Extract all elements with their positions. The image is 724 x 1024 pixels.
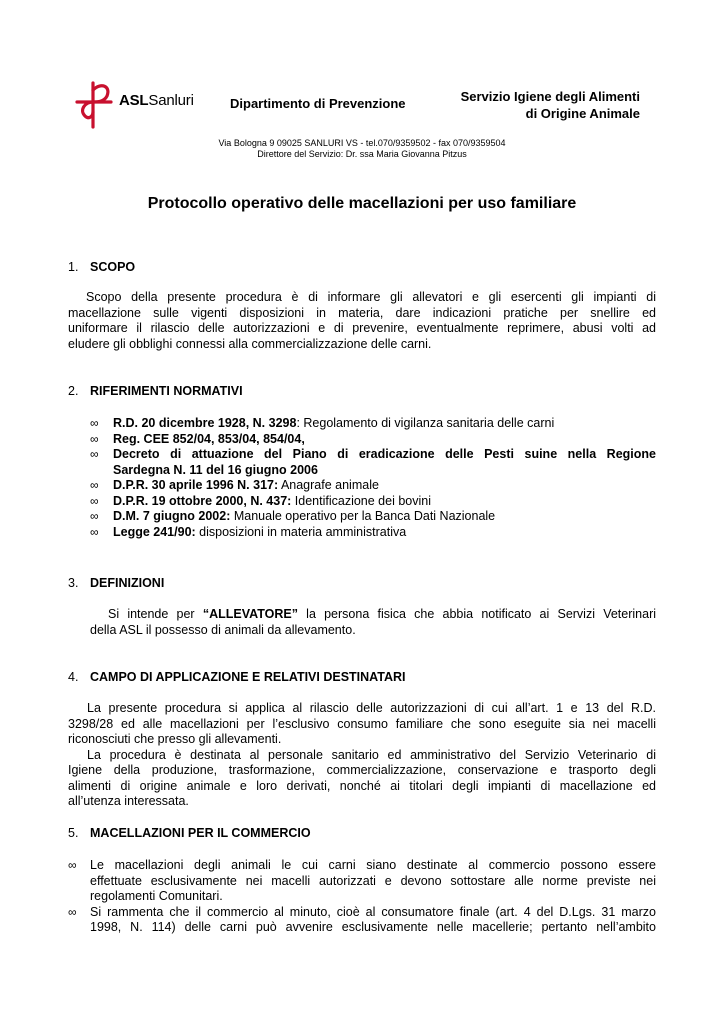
list-item: ∞ R.D. 20 dicembre 1928, N. 3298: Regolamento di vigilanza sanitaria delle carni xyxy=(90,416,555,430)
list-item: ∞ D.M. 7 giugno 2002: Manuale operativo per la Banca Dati Nazionale xyxy=(90,509,496,523)
references-list xyxy=(90,416,656,540)
section-body-scopo xyxy=(68,290,656,352)
commerce-list xyxy=(68,858,656,936)
bullet-infinity-icon: ∞ xyxy=(90,478,99,492)
text-line: della ASL il possesso di animali da allevamento. xyxy=(90,622,356,637)
list-item: ∞ Decreto di attuazione del Piano di eradicazione delle Pesti suine nella Regione Sardegna N. 11 del 16 giugno 2006 xyxy=(90,447,656,477)
text-line: alimenti di origine animale e loro derivati, nonché ai titolari degli impianti di macellazione ed xyxy=(68,778,656,793)
section-number: 4. xyxy=(68,670,79,684)
service-name-line2: di Origine Animale xyxy=(525,106,640,121)
section-heading-macellazioni xyxy=(68,826,311,840)
bullet-infinity-icon: ∞ xyxy=(90,431,99,446)
section-title: SCOPO xyxy=(90,260,136,274)
list-item: ∞ Le macellazioni degli animali le cui carni siano destinate al commercio possono essere effettuate esclusivamente nei macelli autorizzati e devono sottostare alle norme previste nei regolamenti Comunitari. xyxy=(68,858,656,903)
section-number: 5. xyxy=(68,826,79,840)
list-item: ∞ Reg. CEE 852/04, 853/04, 854/04, xyxy=(90,431,305,446)
bullet-infinity-icon: ∞ xyxy=(90,524,99,539)
bullet-infinity-icon: ∞ xyxy=(90,447,99,461)
list-item: ∞ Legge 241/90: disposizioni in materia amministrativa xyxy=(90,524,407,539)
document-title: Protocollo operativo delle macellazioni per uso familiare xyxy=(147,195,577,212)
section-title: DEFINIZIONI xyxy=(90,576,165,590)
text-line: uniformare il rilascio delle autorizzazioni e di prevenire, eventualmente reprimere, abusi volti ad xyxy=(68,321,656,335)
section-title: CAMPO DI APPLICAZIONE E RELATIVI DESTINATARI xyxy=(90,670,406,684)
text-line: Igiene della produzione, trasformazione, commercializzazione, conservazione e trasporto degli xyxy=(68,763,656,777)
section-heading-campo xyxy=(68,670,406,684)
bullet-infinity-icon: ∞ xyxy=(90,493,99,508)
section-title: RIFERIMENTI NORMATIVI xyxy=(90,384,243,398)
text-line: all’utenza interessata. xyxy=(68,794,189,808)
service-name xyxy=(430,88,640,122)
department-name: Dipartimento di Prevenzione xyxy=(230,96,406,111)
list-item: ∞ D.P.R. 19 ottobre 2000, N. 437: Identificazione dei bovini xyxy=(90,493,432,508)
text-line: La presente procedura si applica al rilascio delle autorizzazioni di cui all’art. 1 e 13 del R.D. xyxy=(87,701,656,715)
bullet-infinity-icon: ∞ xyxy=(68,904,77,919)
list-item: ∞ D.P.R. 30 aprile 1996 N. 317: Anagrafe animale xyxy=(90,478,379,492)
director-line: Direttore del Servizio: Dr. ssa Maria Giovanna Pitzus xyxy=(257,149,467,159)
address-line: Via Bologna 9 09025 SANLURI VS - tel.070/9359502 - fax 070/9359504 xyxy=(218,138,506,148)
section-body-campo xyxy=(68,701,656,810)
section-title: MACELLAZIONI PER IL COMMERCIO xyxy=(90,826,311,840)
section-heading-definizioni xyxy=(68,576,164,590)
section-number: 1. xyxy=(68,260,79,274)
text-line: Si intende per “ALLEVATORE” la persona fisica che abbia notificato ai Servizi Veterinari xyxy=(108,607,657,621)
service-name-line1: Servizio Igiene degli Alimenti xyxy=(460,89,640,104)
section-body-definizioni xyxy=(68,607,656,638)
text-line: Scopo della presente procedura è di informare gli allevatori e gli esercenti gli impianti di xyxy=(86,290,656,304)
text-line: 3298/28 ed alle macellazioni per l’esclusivo consumo familiare che sono eseguite sia nei macelli xyxy=(68,716,656,731)
text-line: eludere gli obblighi connessi alla commercializzazione delle carni. xyxy=(68,336,432,351)
section-number: 3. xyxy=(68,576,79,590)
text-line: La procedura è destinata al personale sanitario ed amministrativo del Servizio Veterinario di xyxy=(87,747,656,762)
text-line: macellazione sulle vigenti disposizioni in materia, dare indicazioni pratiche per snellire ed xyxy=(68,305,656,320)
section-heading-scopo xyxy=(68,260,135,274)
section-number: 2. xyxy=(68,384,79,398)
bullet-infinity-icon: ∞ xyxy=(90,416,99,430)
list-item: ∞ Si rammenta che il commercio al minuto, cioè al consumatore finale (art. 4 del D.Lgs. 31 marzo 1998, N. 114) delle carni può avvenire esclusivamente nelle macellerie; pertanto nell’ambito xyxy=(68,904,656,934)
bullet-infinity-icon: ∞ xyxy=(90,509,99,523)
bullet-infinity-icon: ∞ xyxy=(68,858,77,872)
text-line: riconosciuti che presso gli allevamenti. xyxy=(68,732,282,746)
section-heading-riferimenti xyxy=(68,384,243,398)
logo-wordmark: ASLSanluri xyxy=(119,92,194,109)
